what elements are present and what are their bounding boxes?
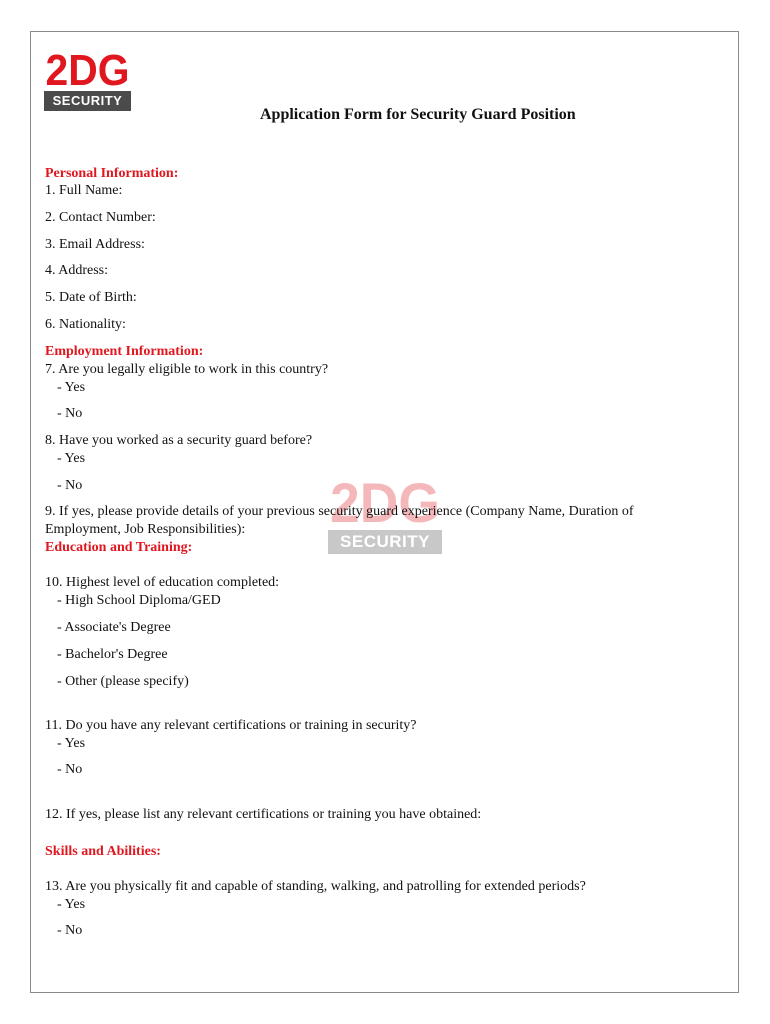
option-no: - No <box>57 762 83 777</box>
option-other: - Other (please specify) <box>57 674 189 689</box>
section-heading-employment: Employment Information: <box>45 344 204 359</box>
option-yes: - Yes <box>57 897 86 912</box>
question-date-of-birth: 5. Date of Birth: <box>45 290 137 305</box>
question-full-name: 1. Full Name: <box>45 183 123 198</box>
question-address: 4. Address: <box>45 263 108 278</box>
logo-tagline: SECURITY <box>44 91 131 111</box>
company-logo <box>44 47 131 113</box>
watermark-word-text: 2DG <box>330 474 440 528</box>
question-experience-details-line-2: Employment, Job Responsibilities): <box>45 522 246 537</box>
question-nationality: 6. Nationality: <box>45 317 126 332</box>
option-associates: - Associate's Degree <box>57 620 171 635</box>
option-high-school: - High School Diploma/GED <box>57 593 221 608</box>
section-heading-education: Education and Training: <box>45 540 193 555</box>
section-heading-personal: Personal Information: <box>45 166 179 181</box>
question-email-address: 3. Email Address: <box>45 237 145 252</box>
option-yes: - Yes <box>57 380 86 395</box>
logo-wordmark-graphic <box>44 47 131 91</box>
question-work-eligibility: 7. Are you legally eligible to work in this country? <box>45 362 329 377</box>
question-certifications-list: 12. If yes, please list any relevant certifications or training you have obtained: <box>45 807 482 822</box>
logo-wordmark <box>44 47 131 91</box>
question-certifications: 11. Do you have any relevant certifications or training in security? <box>45 718 417 733</box>
watermark-tagline: SECURITY <box>328 530 442 554</box>
option-yes: - Yes <box>57 736 86 751</box>
option-no: - No <box>57 406 83 421</box>
logo-word-text: 2DG <box>45 47 130 91</box>
question-physical-fitness: 13. Are you physically fit and capable of standing, walking, and patrolling for extended periods? <box>45 879 586 894</box>
option-no: - No <box>57 478 83 493</box>
page-title: Application Form for Security Guard Position <box>260 106 576 123</box>
option-yes: - Yes <box>57 451 86 466</box>
option-bachelors: - Bachelor's Degree <box>57 647 168 662</box>
question-experience-details-line-1: 9. If yes, please provide details of your previous security guard experience (Company Name, Duration of <box>45 504 634 519</box>
section-heading-skills: Skills and Abilities: <box>45 844 161 859</box>
question-prior-experience: 8. Have you worked as a security guard before? <box>45 433 313 448</box>
option-no: - No <box>57 923 83 938</box>
question-contact-number: 2. Contact Number: <box>45 210 156 225</box>
question-education-level: 10. Highest level of education completed: <box>45 575 280 590</box>
